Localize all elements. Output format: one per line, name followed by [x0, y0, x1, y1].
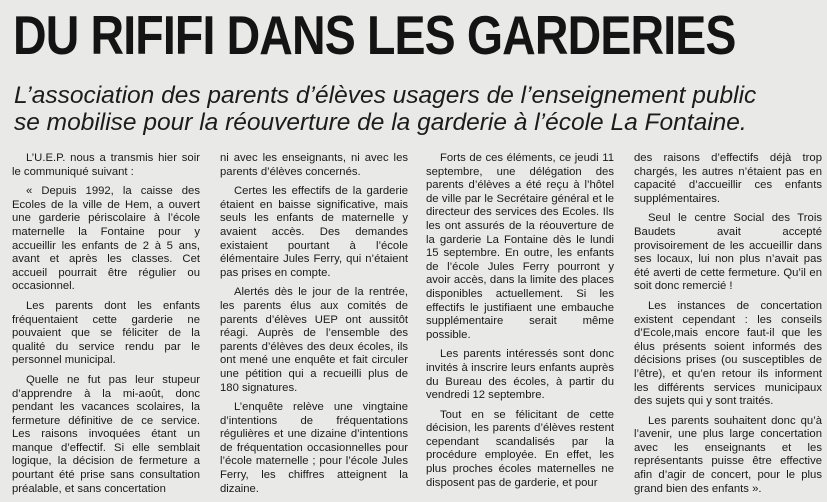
paragraph: Les instances de concertation existent cependant : les conseils d’Ecole,mais encore faut-il que les élus présents soient informés des décisions prises (ou susceptibles de l’être), et qu’en retour ils informent les différents services municipaux des sujets qui y sont traités. — [634, 299, 822, 408]
paragraph: des raisons d’effectifs déjà trop chargés, les autres n’étaient pas en capacité d’accueillir ces enfants supplémentaires. — [634, 152, 822, 205]
subhead-line-1: L’association des parents d’élèves usagers de l’enseignement public — [14, 82, 757, 109]
article-column-3 — [426, 152, 614, 496]
paragraph: Les parents intéressés sont donc invités à inscrire leurs enfants auprès du Bureau des écoles, à partir du vendredi 12 septembre. — [426, 348, 614, 402]
paragraph: Forts de ces éléments, ce jeudi 11 septembre, une délégation des parents d’élèves a été reçu à l’hôtel de ville par le Secrétaire général et le directeur des services des Ecoles. Ils les ont assurés de la réouverture de la garderie La Fontaine dès le lundi 15 septembre. En outre, les enfants de l’école Jules Ferry pourront y avoir accès, dans la limite des places disponibles actuellement. Si les effectifs le justifiaent une embauche supplémentaire serait même possible. — [426, 152, 614, 341]
paragraph: « Depuis 1992, la caisse des Ecoles de la ville de Hem, a ouvert une garderie périscolaire à l’école maternelle la Fontaine pour y accueillir les enfants de 2 à 5 ans, avant et après les classes. Cet accueil pourrait être régulier ou occasionnel. — [12, 185, 200, 293]
paragraph: L’U.E.P. nous a transmis hier soir le communiqué suivant : — [12, 152, 200, 178]
paragraph: Seul le centre Social des Trois Baudets avait accepté provisoirement de les accueillir dans ses locaux, lui non plus n’avait pas été averti de cette fermeture. Qu’il en soit donc remercié ! — [634, 212, 822, 293]
article-column-2 — [220, 152, 408, 502]
paragraph: Les parents dont les enfants fréquentaient cette garderie ne pouvaient que se féliciter de la qualité du service rendu par le personnel municipal. — [12, 299, 200, 367]
paragraph: L’enquête relève une vingtaine d’intentions de fréquentations régulières et une dizaine d’intentions de fréquentation occasionnelles pour l’école maternelle ; pour l’école Jules Ferry, les chiffres atteignent la dizaine. — [220, 401, 408, 495]
paragraph: Alertés dès le jour de la rentrée, les parents élus aux comités de parents d’élèves UEP ont aussitôt réagi. Auprès de l’ensemble des parents d’élèves des deux écoles, ils ont mené une enquête et fait circuler une pétition qui a recueilli plus de 180 signatures. — [220, 286, 408, 394]
subhead — [14, 82, 824, 136]
paragraph: Quelle ne fut pas leur stupeur d’apprendre à la mi-août, donc pendant les vacances scolaires, la fermeture définitive de ce service. Les raisons invoquées étant un manque d’effectif. Si elle semblait logique, la décision de fermeture a pourtant été prise sans consultation préalable, et sans concertation — [12, 373, 200, 495]
paragraph: Tout en se félicitant de cette décision, les parents d’élèves restent cependant scandalisés par la procédure employée. En effet, les plus proches écoles maternelles ne disposent pas de garderie, et pour — [426, 408, 614, 489]
paragraph: Certes les effectifs de la garderie étaient en baisse significative, mais seuls les enfants de maternelle y avaient accès. Des demandes existaient pourtant à l’école élémentaire Jules Ferry, qui n’étaient pas prises en compte. — [220, 185, 408, 279]
headline: DU RIFIFI DANS LES GARDERIES — [13, 4, 736, 66]
paragraph: Les parents souhaitent donc qu’à l’avenir, une plus large concertation avec les enseignants et les représentants puisse être effective afin d’agir de concert, pour le plus grand bien des enfants ». — [634, 414, 822, 495]
subhead-line-2: se mobilise pour la réouverture de la garderie à l’école La Fontaine. — [14, 109, 747, 136]
paragraph: ni avec les enseignants, ni avec les parents d’élèves concernés. — [220, 152, 408, 178]
article-column-1 — [12, 152, 200, 502]
article-column-4 — [634, 152, 822, 502]
